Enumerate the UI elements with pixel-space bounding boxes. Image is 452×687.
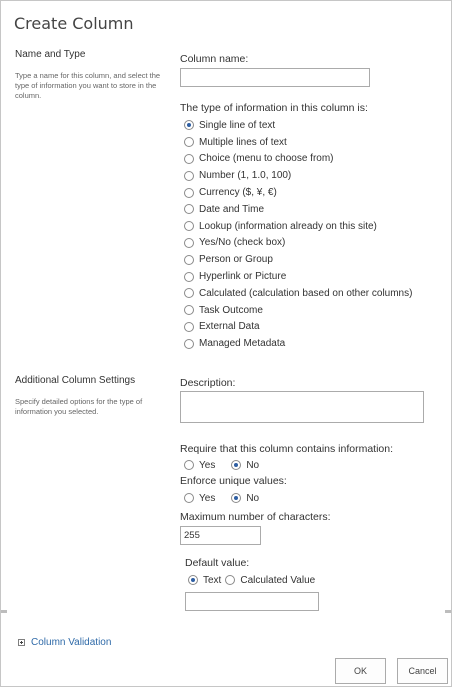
additional-section-info	[15, 375, 165, 417]
additional-fields	[180, 377, 440, 611]
type-option-label: Number (1, 1.0, 100)	[199, 170, 292, 182]
type-option[interactable]	[180, 285, 440, 302]
type-radio[interactable]	[184, 204, 194, 214]
name-type-description: Type a name for this column, and select the type of information you want to store in the column.	[15, 71, 161, 100]
default-calculated-radio[interactable]	[225, 575, 235, 585]
column-name-input[interactable]	[180, 68, 370, 87]
description-label: Description:	[180, 377, 236, 389]
type-option[interactable]	[180, 335, 440, 352]
type-option[interactable]	[180, 167, 440, 184]
require-yes-label: Yes	[199, 459, 216, 471]
default-radio-group	[185, 572, 440, 588]
unique-radio-group	[180, 490, 440, 506]
type-radio[interactable]	[184, 339, 194, 349]
column-name-label: Column name:	[180, 53, 249, 65]
default-text-radio[interactable]	[188, 575, 198, 585]
type-radio[interactable]	[184, 171, 194, 181]
type-radio[interactable]	[184, 154, 194, 164]
type-option-label: Date and Time	[199, 203, 265, 215]
type-option[interactable]	[180, 218, 440, 235]
type-option[interactable]	[180, 184, 440, 201]
column-validation-link[interactable]	[18, 637, 111, 648]
name-type-heading: Name and Type	[15, 49, 86, 60]
ok-button[interactable]: OK	[335, 658, 386, 684]
type-option[interactable]	[180, 319, 440, 336]
unique-yes-radio[interactable]	[184, 493, 194, 503]
type-radio[interactable]	[184, 221, 194, 231]
type-option-label: Currency ($, ¥, €)	[199, 187, 277, 199]
default-value-input[interactable]	[185, 592, 319, 611]
type-option[interactable]	[180, 235, 440, 252]
type-option-label: Managed Metadata	[199, 338, 286, 350]
type-radio[interactable]	[184, 188, 194, 198]
type-option[interactable]	[180, 302, 440, 319]
expand-plus-icon	[18, 639, 25, 646]
type-option-label: Person or Group	[199, 254, 273, 266]
unique-no-label: No	[246, 492, 260, 504]
default-value-group	[185, 557, 440, 611]
type-option[interactable]	[180, 134, 440, 151]
max-chars-input[interactable]	[180, 526, 261, 545]
dialog-title: Create Column	[14, 14, 134, 33]
unique-label: Enforce unique values:	[180, 475, 287, 487]
type-option[interactable]	[180, 151, 440, 168]
default-text-label: Text	[203, 574, 222, 586]
type-radio[interactable]	[184, 120, 194, 130]
additional-heading: Additional Column Settings	[15, 375, 136, 386]
type-radio[interactable]	[184, 305, 194, 315]
scroll-marker-left	[1, 610, 7, 613]
type-option[interactable]	[180, 117, 440, 134]
type-radio[interactable]	[184, 288, 194, 298]
cancel-button[interactable]: Cancel	[397, 658, 448, 684]
unique-yes-label: Yes	[199, 492, 216, 504]
type-option[interactable]	[180, 268, 440, 285]
type-option-label: Hyperlink or Picture	[199, 271, 287, 283]
type-option-label: Multiple lines of text	[199, 136, 287, 148]
type-option-label: Lookup (information already on this site)	[199, 220, 377, 232]
type-option-label: External Data	[199, 321, 260, 333]
type-radio[interactable]	[184, 238, 194, 248]
name-type-fields	[180, 53, 440, 352]
unique-no-radio[interactable]	[231, 493, 241, 503]
require-no-radio[interactable]	[231, 460, 241, 470]
scroll-marker-right	[445, 610, 451, 613]
type-option[interactable]	[180, 251, 440, 268]
type-option-label: Task Outcome	[199, 304, 263, 316]
type-radio[interactable]	[184, 322, 194, 332]
type-label: The type of information in this column is:	[180, 102, 368, 114]
default-calculated-label: Calculated Value	[240, 574, 316, 586]
require-label: Require that this column contains information:	[180, 443, 394, 455]
type-option-label: Yes/No (check box)	[199, 237, 286, 249]
additional-description: Specify detailed options for the type of information you selected.	[15, 397, 143, 416]
require-yes-radio[interactable]	[184, 460, 194, 470]
type-radio-list	[180, 117, 440, 352]
type-option-label: Single line of text	[199, 119, 276, 131]
column-validation-label: Column Validation	[31, 637, 112, 648]
require-radio-group	[180, 457, 440, 473]
description-textarea[interactable]	[180, 391, 424, 423]
type-option-label: Choice (menu to choose from)	[199, 153, 334, 165]
type-option-label: Calculated (calculation based on other columns)	[199, 287, 413, 299]
max-chars-label: Maximum number of characters:	[180, 511, 331, 523]
name-type-section-info	[15, 49, 165, 101]
type-radio[interactable]	[184, 137, 194, 147]
type-option[interactable]	[180, 201, 440, 218]
default-value-label: Default value:	[185, 557, 250, 569]
require-no-label: No	[246, 459, 260, 471]
type-radio[interactable]	[184, 272, 194, 282]
type-radio[interactable]	[184, 255, 194, 265]
